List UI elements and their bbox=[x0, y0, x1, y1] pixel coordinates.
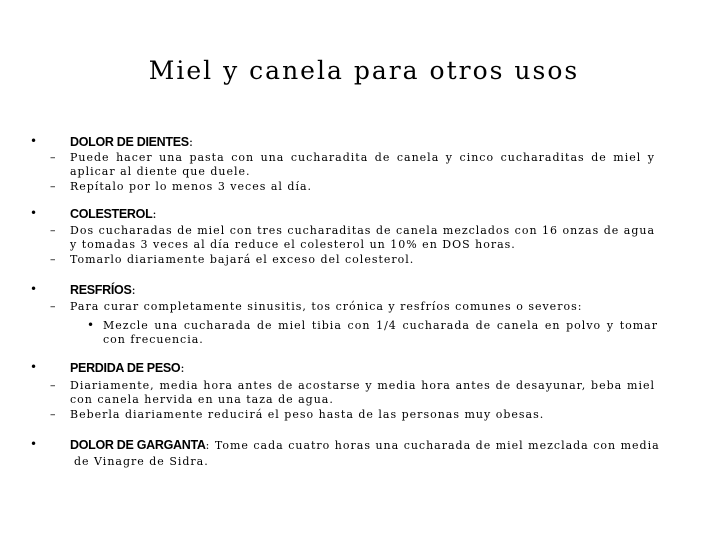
bullet: • bbox=[30, 360, 38, 374]
bullet: • bbox=[30, 437, 38, 451]
bullet: • bbox=[30, 282, 38, 296]
nested-list-item-text: Mezcle una cucharada de miel tibia con 1/4 cucharada de canela en polvo y tomar con frecuencia. bbox=[103, 319, 658, 346]
dash: – bbox=[50, 180, 57, 193]
section-heading bbox=[70, 134, 193, 149]
slide-title: Miel y canela para otros usos bbox=[148, 56, 580, 85]
section-heading bbox=[70, 360, 185, 375]
dash: – bbox=[50, 379, 57, 392]
list-item-text: Puede hacer una pasta con una cucharadita de canela y cinco cucharaditas de miel y aplicar al diente que duele. bbox=[70, 151, 655, 178]
list-item bbox=[50, 408, 655, 422]
heading-suffix: : bbox=[188, 134, 194, 149]
dash: – bbox=[50, 151, 57, 164]
heading-suffix: : bbox=[180, 360, 185, 375]
list-item bbox=[50, 224, 656, 252]
heading-suffix: : Tome cada cuatro horas una cucharada de miel mezclada con media bbox=[205, 439, 660, 452]
list-item-text: Diariamente, media hora antes de acostarse y media hora antes de desayunar, beba miel con canela hervida en una taza de agua. bbox=[70, 379, 655, 406]
bullet: • bbox=[30, 134, 38, 148]
list-item-text: Beberla diariamente reducirá el peso hasta de las personas muy obesas. bbox=[70, 408, 545, 421]
nested-list-item bbox=[87, 318, 658, 347]
list-item-text: Repítalo por lo menos 3 veces al día. bbox=[70, 180, 313, 193]
heading-label: PERDIDA DE PESO bbox=[70, 361, 181, 375]
heading-suffix: : bbox=[152, 206, 157, 221]
section-continuation: de Vinagre de Sidra. bbox=[74, 455, 209, 468]
heading-label: DOLOR DE DIENTES bbox=[70, 135, 189, 149]
list-item-text: Tomarlo diariamente bajará el exceso del colesterol. bbox=[70, 253, 415, 266]
list-item bbox=[50, 180, 655, 194]
heading-suffix: : bbox=[131, 282, 136, 297]
dash: – bbox=[50, 224, 57, 237]
dash: – bbox=[50, 253, 57, 266]
list-item bbox=[50, 379, 655, 407]
list-item bbox=[50, 253, 655, 267]
heading-label: COLESTEROL bbox=[70, 207, 153, 221]
list-item-text: Dos cucharadas de miel con tres cucharaditas de canela mezclados con 16 onzas de agua y tomadas 3 veces al día reduce el colesterol un 10% en DOS horas. bbox=[70, 224, 656, 251]
list-item bbox=[50, 151, 655, 179]
heading-label: RESFRÍOS bbox=[70, 283, 132, 297]
section-heading bbox=[70, 437, 660, 452]
list-item-text: Para curar completamente sinusitis, tos crónica y resfríos comunes o severos: bbox=[70, 300, 583, 313]
bullet: • bbox=[30, 206, 38, 220]
bullet: • bbox=[87, 318, 96, 332]
section-heading bbox=[70, 282, 136, 297]
heading-label: DOLOR DE GARGANTA bbox=[70, 438, 206, 452]
dash: – bbox=[50, 300, 57, 313]
section-heading bbox=[70, 206, 157, 221]
dash: – bbox=[50, 408, 57, 421]
list-item bbox=[50, 300, 655, 314]
